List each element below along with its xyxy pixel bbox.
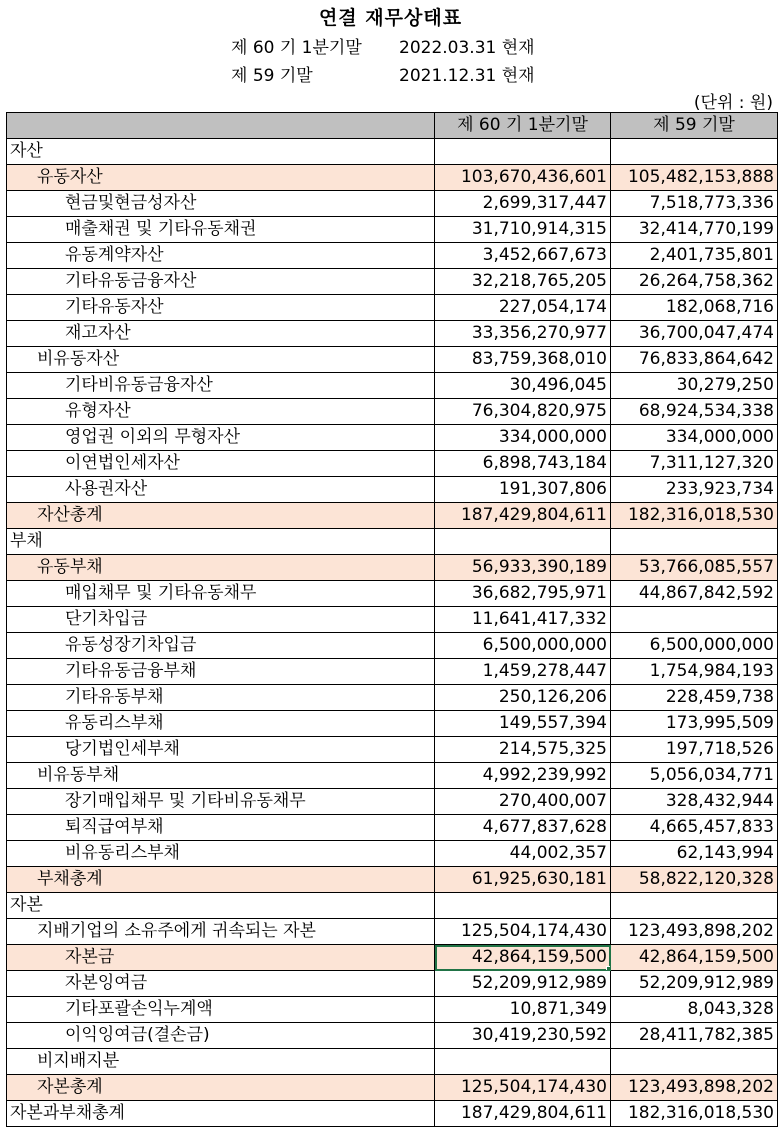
account-name-cell[interactable]: 기타유동금융부채: [7, 659, 435, 685]
prior-period-value-cell[interactable]: 123,493,898,202: [611, 919, 778, 945]
current-period-value-cell[interactable]: [435, 893, 611, 919]
prior-period-value-cell[interactable]: 52,209,912,989: [611, 971, 778, 997]
current-period-value-cell[interactable]: [435, 529, 611, 555]
account-name-cell[interactable]: 사용권자산: [7, 477, 435, 503]
prior-period-value-cell[interactable]: 68,924,534,338: [611, 399, 778, 425]
current-period-value-cell[interactable]: 4,677,837,628: [435, 815, 611, 841]
prior-period-value-cell[interactable]: 233,923,734: [611, 477, 778, 503]
account-name-cell[interactable]: 유형자산: [7, 399, 435, 425]
table-row: [7, 399, 778, 425]
current-period-value-cell[interactable]: 125,504,174,430: [435, 919, 611, 945]
table-row: [7, 789, 778, 815]
prior-period-value-cell[interactable]: 7,518,773,336: [611, 191, 778, 217]
table-body: [7, 139, 778, 1127]
table-row: [7, 425, 778, 451]
current-period-value-cell[interactable]: 2,699,317,447: [435, 191, 611, 217]
table-row: [7, 633, 778, 659]
current-period-value-cell[interactable]: 125,504,174,430: [435, 1075, 611, 1101]
prior-period-value-cell[interactable]: 182,068,716: [611, 295, 778, 321]
current-period-value-cell[interactable]: 3,452,667,673: [435, 243, 611, 269]
prior-period-value-cell[interactable]: 58,822,120,328: [611, 867, 778, 893]
header-prior-period[interactable]: 제 59 기말: [611, 113, 778, 139]
account-name-cell[interactable]: 재고자산: [7, 321, 435, 347]
current-period-value-cell[interactable]: 103,670,436,601: [435, 165, 611, 191]
table-row: [7, 243, 778, 269]
table-row: [7, 295, 778, 321]
current-period-value-cell[interactable]: 214,575,325: [435, 737, 611, 763]
prior-period-value-cell[interactable]: 2,401,735,801: [611, 243, 778, 269]
account-name-cell[interactable]: 영업권 이외의 무형자산: [7, 425, 435, 451]
account-name-cell[interactable]: 기타비유동금융자산: [7, 373, 435, 399]
current-period-value-cell[interactable]: 270,400,007: [435, 789, 611, 815]
current-period-value-cell[interactable]: 32,218,765,205: [435, 269, 611, 295]
prior-period-value-cell[interactable]: 76,833,864,642: [611, 347, 778, 373]
current-period-value-cell[interactable]: 11,641,417,332: [435, 607, 611, 633]
account-name-cell[interactable]: 유동자산: [7, 165, 435, 191]
prior-period-value-cell[interactable]: 182,316,018,530: [611, 1101, 778, 1127]
table-row: [7, 555, 778, 581]
current-period-value-cell[interactable]: 1,459,278,447: [435, 659, 611, 685]
unit-label: (단위 : 원): [693, 93, 773, 113]
header-account[interactable]: [7, 113, 435, 139]
prior-period-value-cell[interactable]: 328,432,944: [611, 789, 778, 815]
current-period-value-cell[interactable]: [435, 1049, 611, 1075]
current-period-value-cell[interactable]: 30,419,230,592: [435, 1023, 611, 1049]
current-period-value-cell[interactable]: 33,356,270,977: [435, 321, 611, 347]
statement-title: 연결 재무상태표: [318, 7, 463, 29]
prior-period-value-cell[interactable]: 173,995,509: [611, 711, 778, 737]
table-row: [7, 945, 778, 971]
account-name-cell[interactable]: 자본: [7, 893, 435, 919]
account-name-cell[interactable]: 유동리스부채: [7, 711, 435, 737]
account-name-cell[interactable]: 매입채무 및 기타유동채무: [7, 581, 435, 607]
header-row: [7, 113, 778, 139]
account-name-cell[interactable]: 기타유동자산: [7, 295, 435, 321]
table-row: [7, 659, 778, 685]
table-row: [7, 139, 778, 165]
table-row: [7, 815, 778, 841]
table-row: [7, 711, 778, 737]
current-period-value-cell[interactable]: [435, 139, 611, 165]
current-period-value-cell[interactable]: 334,000,000: [435, 425, 611, 451]
prior-period-value-cell[interactable]: 28,411,782,385: [611, 1023, 778, 1049]
current-period-value-cell[interactable]: 4,992,239,992: [435, 763, 611, 789]
account-name-cell[interactable]: 유동계약자산: [7, 243, 435, 269]
current-period-value-cell[interactable]: 30,496,045: [435, 373, 611, 399]
current-period-value-cell[interactable]: 6,500,000,000: [435, 633, 611, 659]
table-row: [7, 893, 778, 919]
account-name-cell[interactable]: 당기법인세부채: [7, 737, 435, 763]
current-period-value-cell[interactable]: 149,557,394: [435, 711, 611, 737]
prior-period-value-cell[interactable]: 26,264,758,362: [611, 269, 778, 295]
account-name-cell[interactable]: 이연법인세자산: [7, 451, 435, 477]
table-row: [7, 1023, 778, 1049]
prior-period-value-cell[interactable]: [611, 529, 778, 555]
account-name-cell[interactable]: 자본금: [7, 945, 435, 971]
current-period-value-cell[interactable]: 187,429,804,611: [435, 1101, 611, 1127]
table-row: [7, 451, 778, 477]
prior-period-value-cell[interactable]: 32,414,770,199: [611, 217, 778, 243]
balance-sheet-table: [6, 112, 778, 1127]
current-period-value-cell[interactable]: 61,925,630,181: [435, 867, 611, 893]
table-row: [7, 763, 778, 789]
account-name-cell[interactable]: 유동부채: [7, 555, 435, 581]
current-period-value-cell[interactable]: 227,054,174: [435, 295, 611, 321]
prior-period-value-cell[interactable]: 53,766,085,557: [611, 555, 778, 581]
prior-period-value-cell[interactable]: 228,459,738: [611, 685, 778, 711]
account-name-cell[interactable]: 부채총계: [7, 867, 435, 893]
table-row: [7, 165, 778, 191]
table-row: [7, 1101, 778, 1127]
table-row: [7, 503, 778, 529]
prior-period-value-cell[interactable]: 6,500,000,000: [611, 633, 778, 659]
prior-period-value-cell[interactable]: 30,279,250: [611, 373, 778, 399]
account-name-cell[interactable]: 퇴직급여부채: [7, 815, 435, 841]
current-period-value-cell[interactable]: 52,209,912,989: [435, 971, 611, 997]
header-current-period[interactable]: 제 60 기 1분기말: [435, 113, 611, 139]
table-row: [7, 191, 778, 217]
prior-period-value-cell[interactable]: 197,718,526: [611, 737, 778, 763]
table-row: [7, 347, 778, 373]
prior-period-value-cell[interactable]: 62,143,994: [611, 841, 778, 867]
account-name-cell[interactable]: 기타유동부채: [7, 685, 435, 711]
table-row: [7, 919, 778, 945]
account-name-cell[interactable]: 자산총계: [7, 503, 435, 529]
current-period-value-cell[interactable]: 56,933,390,189: [435, 555, 611, 581]
account-name-cell[interactable]: 지배기업의 소유주에게 귀속되는 자본: [7, 919, 435, 945]
current-period-value-cell[interactable]: 83,759,368,010: [435, 347, 611, 373]
account-name-cell[interactable]: 자산: [7, 139, 435, 165]
table-row: [7, 217, 778, 243]
account-name-cell[interactable]: 자본과부채총계: [7, 1101, 435, 1127]
account-name-cell[interactable]: 유동성장기차입금: [7, 633, 435, 659]
prior-period-value-cell[interactable]: 1,754,984,193: [611, 659, 778, 685]
table-row: [7, 997, 778, 1023]
current-period-label: 제 60 기 1분기말: [231, 38, 362, 58]
prior-period-value-cell[interactable]: 334,000,000: [611, 425, 778, 451]
account-name-cell[interactable]: 자본잉여금: [7, 971, 435, 997]
account-name-cell[interactable]: 비유동부채: [7, 763, 435, 789]
table-row: [7, 581, 778, 607]
current-period-date: 2022.03.31 현재: [399, 38, 535, 58]
current-period-value-cell[interactable]: 10,871,349: [435, 997, 611, 1023]
account-name-cell[interactable]: 장기매입채무 및 기타비유동채무: [7, 789, 435, 815]
table-row: [7, 607, 778, 633]
prior-period-value-cell[interactable]: [611, 893, 778, 919]
current-period-value-cell[interactable]: 191,307,806: [435, 477, 611, 503]
table-row: [7, 737, 778, 763]
prior-period-date: 2021.12.31 현재: [399, 66, 535, 86]
account-name-cell[interactable]: 비유동리스부채: [7, 841, 435, 867]
table-row: [7, 529, 778, 555]
current-period-value-cell[interactable]: 6,898,743,184: [435, 451, 611, 477]
table-row: [7, 867, 778, 893]
current-period-value-cell[interactable]: 31,710,914,315: [435, 217, 611, 243]
table-row: [7, 373, 778, 399]
prior-period-value-cell[interactable]: [611, 139, 778, 165]
account-name-cell[interactable]: 자본총계: [7, 1075, 435, 1101]
current-period-value-cell[interactable]: 76,304,820,975: [435, 399, 611, 425]
prior-period-value-cell[interactable]: 42,864,159,500: [611, 945, 778, 971]
table-row: [7, 1049, 778, 1075]
prior-period-value-cell[interactable]: 44,867,842,592: [611, 581, 778, 607]
table-row: [7, 971, 778, 997]
current-period-value-cell[interactable]: 44,002,357: [435, 841, 611, 867]
prior-period-value-cell[interactable]: 4,665,457,833: [611, 815, 778, 841]
prior-period-value-cell[interactable]: 7,311,127,320: [611, 451, 778, 477]
current-period-value-cell[interactable]: 250,126,206: [435, 685, 611, 711]
account-name-cell[interactable]: 현금및현금성자산: [7, 191, 435, 217]
prior-period-value-cell[interactable]: 123,493,898,202: [611, 1075, 778, 1101]
account-name-cell[interactable]: 비지배지분: [7, 1049, 435, 1075]
prior-period-value-cell[interactable]: [611, 1049, 778, 1075]
table-row: [7, 321, 778, 347]
prior-period-value-cell[interactable]: 36,700,047,474: [611, 321, 778, 347]
account-name-cell[interactable]: 이익잉여금(결손금): [7, 1023, 435, 1049]
prior-period-value-cell[interactable]: 5,056,034,771: [611, 763, 778, 789]
table-row: [7, 685, 778, 711]
current-period-value-cell[interactable]: 187,429,804,611: [435, 503, 611, 529]
table-row: [7, 269, 778, 295]
account-name-cell[interactable]: 단기차입금: [7, 607, 435, 633]
account-name-cell[interactable]: 기타유동금융자산: [7, 269, 435, 295]
selected-cell[interactable]: 42,864,159,500: [435, 945, 611, 971]
table-row: [7, 477, 778, 503]
table-row: [7, 841, 778, 867]
prior-period-label: 제 59 기말: [231, 66, 313, 86]
prior-period-value-cell[interactable]: 8,043,328: [611, 997, 778, 1023]
current-period-value-cell[interactable]: 36,682,795,971: [435, 581, 611, 607]
prior-period-value-cell[interactable]: 105,482,153,888: [611, 165, 778, 191]
prior-period-value-cell[interactable]: 182,316,018,530: [611, 503, 778, 529]
account-name-cell[interactable]: 매출채권 및 기타유동채권: [7, 217, 435, 243]
account-name-cell[interactable]: 비유동자산: [7, 347, 435, 373]
account-name-cell[interactable]: 기타포괄손익누계액: [7, 997, 435, 1023]
prior-period-value-cell[interactable]: [611, 607, 778, 633]
table-row: [7, 1075, 778, 1101]
account-name-cell[interactable]: 부채: [7, 529, 435, 555]
